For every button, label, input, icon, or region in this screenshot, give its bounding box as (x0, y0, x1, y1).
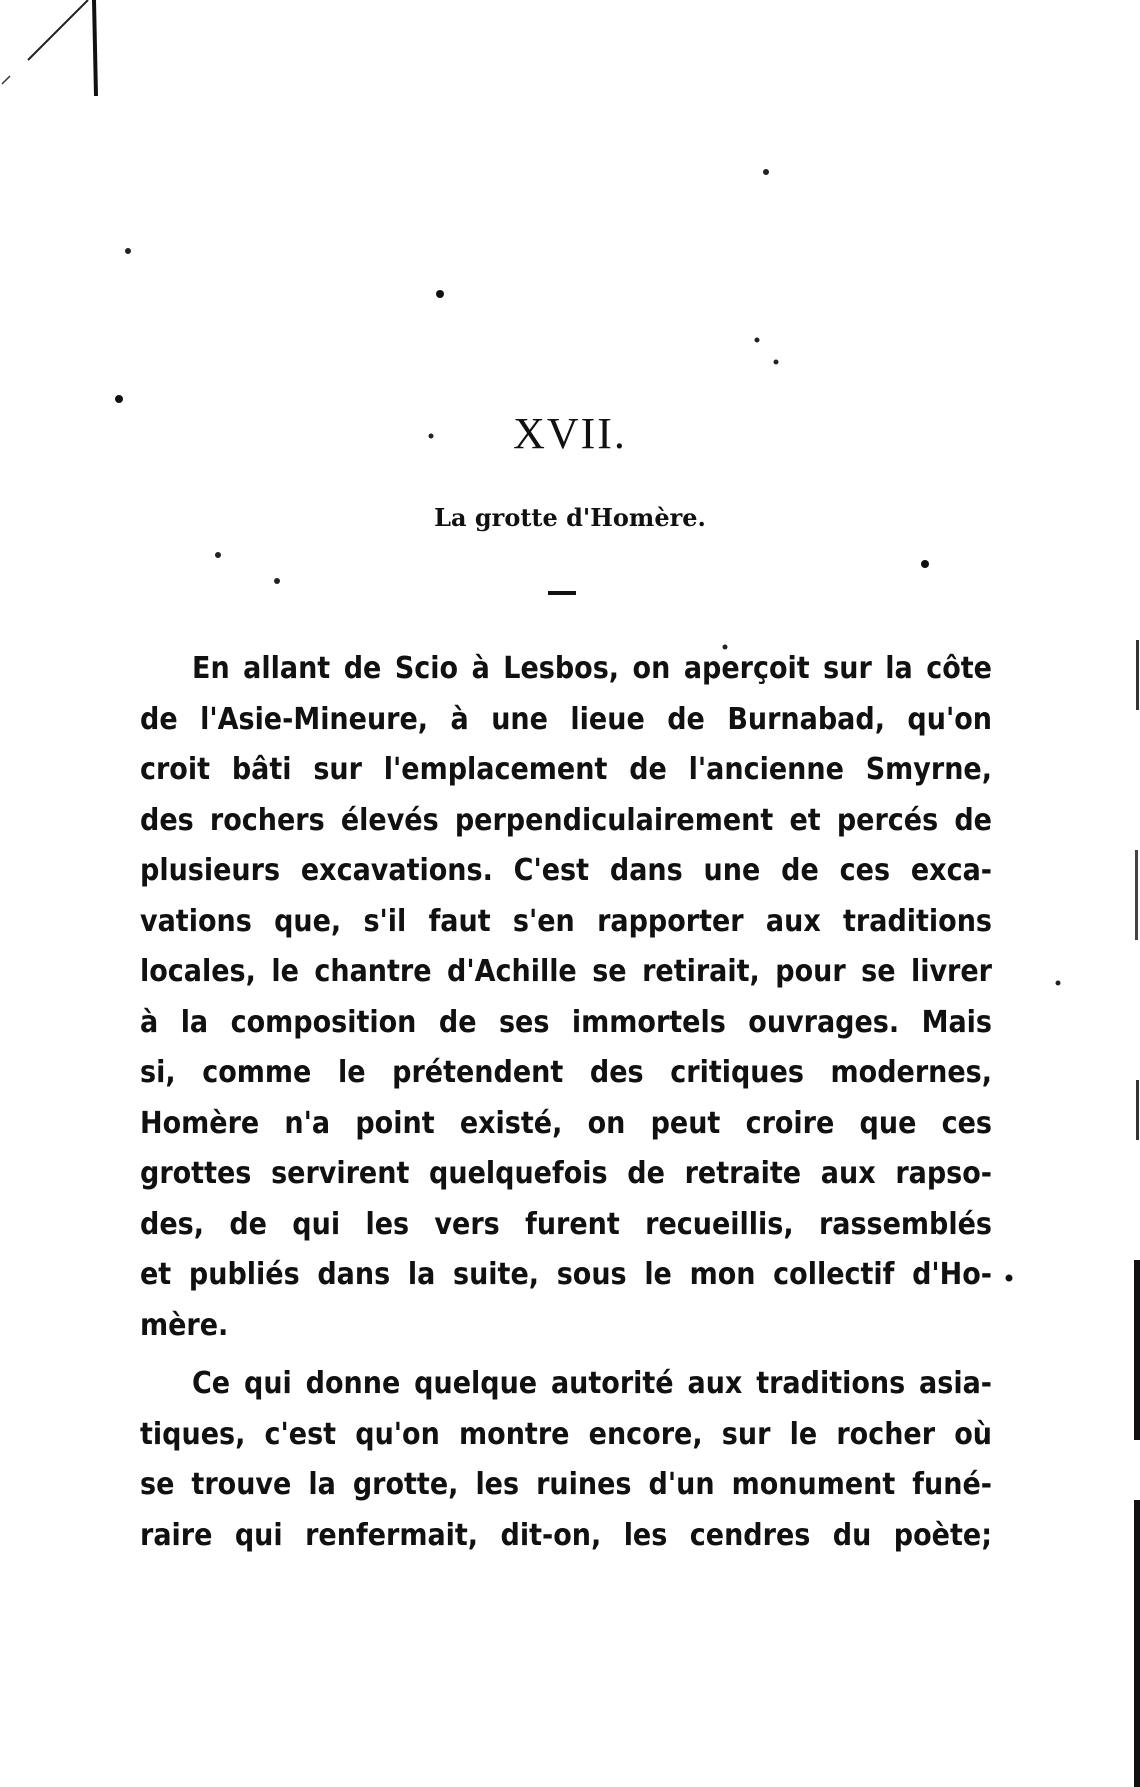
text-line: et publiés dans la suite, sous le mon collectif d'Ho- (140, 1257, 992, 1292)
body-text (140, 644, 992, 1561)
title-rule (548, 591, 576, 595)
text-line: Homère n'a point existé, on peut croire que ces (140, 1105, 992, 1141)
text-line: raire qui renfermait, dit-on, les cendres du poète; (140, 1517, 992, 1553)
text-line: des, de qui les vers furent recueillis, rassemblés (140, 1206, 992, 1242)
paragraph-1 (140, 644, 992, 1351)
text-line: si, comme le prétendent des critiques modernes, (140, 1055, 992, 1090)
text-line: se trouve la grotte, les ruines d'un monument funé- (140, 1467, 992, 1502)
text-line: plusieurs excavations. C'est dans une de ces exca- (140, 853, 992, 888)
text-line: croit bâti sur l'emplacement de l'ancienne Smyrne, (140, 752, 992, 787)
text-line: locales, le chantre d'Achille se retirait, pour se livrer (140, 954, 992, 989)
text-line: de l'Asie-Mineure, à une lieue de Burnabad, qu'on (140, 701, 992, 737)
paragraph-2 (140, 1359, 992, 1561)
chapter-title: La grotte d'Homère. (434, 503, 706, 532)
chapter-number: XVII. (513, 409, 627, 458)
text-line: vations que, s'il faut s'en rapporter aux traditions (140, 903, 992, 939)
text-line: grottes servirent quelquefois de retraite aux rapso- (140, 1156, 992, 1191)
text-line: mère. (140, 1307, 229, 1343)
text-line: Ce qui donne quelque autorité aux traditions asia- (192, 1366, 992, 1401)
text-line: à la composition de ses immortels ouvrages. Mais (140, 1004, 992, 1040)
paragraph-gap (140, 1351, 992, 1359)
text-line: tiques, c'est qu'on montre encore, sur le rocher où (140, 1416, 992, 1452)
text-line: des rochers élevés perpendiculairement et percés de (140, 802, 992, 838)
text-line: En allant de Scio à Lesbos, on aperçoit sur la côte (192, 651, 992, 686)
scan-edge-marks (1124, 600, 1140, 1787)
scan-corner-mark (0, 0, 110, 110)
